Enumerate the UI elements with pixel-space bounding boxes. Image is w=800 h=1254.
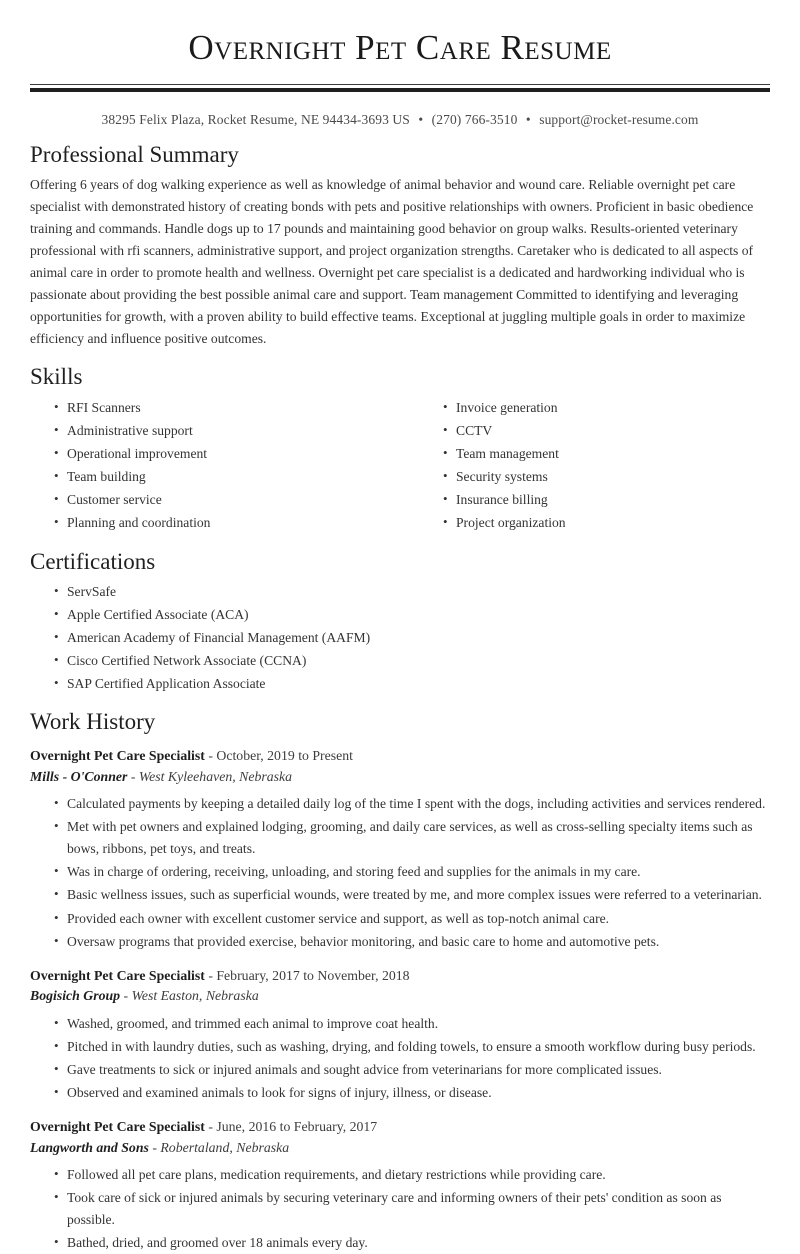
- job-location: West Easton, Nebraska: [131, 988, 259, 1004]
- list-item: • Basic wellness issues, such as superficial wounds, were treated by me, and more complex issues were referred to a veterinarian.: [54, 884, 770, 906]
- skills-columns: [30, 395, 770, 535]
- list-item: • Calculated payments by keeping a detailed daily log of the time I spent with the dogs, including activities and services rendered.: [54, 793, 770, 815]
- job-dash: -: [208, 1118, 213, 1134]
- list-item: • Bathed, dried, and groomed over 18 animals every day.: [54, 1232, 770, 1254]
- job-dash: -: [123, 988, 129, 1004]
- list-item: • Observed and examined animals to look for signs of injury, illness, or disease.: [54, 1082, 770, 1104]
- list-item: • Provided each owner with excellent customer service and support, as well as top-notch animal care.: [54, 908, 770, 930]
- list-item: • Operational improvement: [54, 443, 400, 465]
- list-item: • Team building: [54, 466, 400, 488]
- list-item: • Planning and coordination: [54, 512, 400, 534]
- job-title-line: [30, 966, 770, 987]
- contact-separator-1: •: [418, 111, 424, 127]
- job-dash: -: [208, 748, 213, 764]
- list-item: • American Academy of Financial Management (AAFM): [54, 627, 770, 649]
- job-dash: -: [152, 1139, 157, 1155]
- job-dates: June, 2016 to February, 2017: [216, 1118, 378, 1134]
- list-item: • Administrative support: [54, 420, 400, 442]
- skills-list-right: [419, 397, 770, 534]
- skills-column-right: [400, 395, 770, 535]
- certifications-list: [30, 581, 770, 695]
- skills-column-left: [30, 395, 400, 535]
- list-item: • Security systems: [443, 466, 770, 488]
- job-company-line: [30, 1138, 770, 1159]
- job-bullets: [30, 1013, 770, 1104]
- contact-line: [30, 112, 770, 128]
- section-certifications: [30, 548, 770, 695]
- job-dash: -: [130, 768, 136, 784]
- job-title-line: [30, 1117, 770, 1138]
- job-location: Robertaland, Nebraska: [160, 1139, 290, 1155]
- list-item: • Washed, groomed, and trimmed each animal to improve coat health.: [54, 1013, 770, 1035]
- contact-address: 38295 Felix Plaza, Rocket Resume, NE 94434-3693 US: [101, 111, 410, 127]
- list-item: • ServSafe: [54, 581, 770, 603]
- contact-separator-2: •: [525, 111, 531, 127]
- job-company: Langworth and Sons: [30, 1139, 149, 1155]
- work-history-entry: [30, 746, 770, 952]
- skills-list-left: [30, 397, 400, 534]
- section-heading-work-history: Work History: [30, 709, 156, 735]
- section-skills: [30, 363, 770, 536]
- work-history-entry: [30, 1117, 770, 1254]
- list-item: • Customer service: [54, 489, 400, 511]
- job-title: Overnight Pet Care Specialist: [30, 967, 205, 983]
- job-dates: October, 2019 to Present: [216, 748, 353, 764]
- list-item: • Team management: [443, 443, 770, 465]
- job-location: West Kyleehaven, Nebraska: [138, 768, 293, 784]
- contact-phone: (270) 766-3510: [431, 111, 518, 127]
- section-heading-skills: Skills: [30, 363, 83, 389]
- list-item: • Gave treatments to sick or injured animals and sought advice from veterinarians for more complicated issues.: [54, 1059, 770, 1081]
- job-dates: February, 2017 to November, 2018: [216, 967, 410, 983]
- list-item: • RFI Scanners: [54, 397, 400, 419]
- list-item: • Insurance billing: [443, 489, 770, 511]
- list-item: • Oversaw programs that provided exercise, behavior monitoring, and basic care to home and automotive pets.: [54, 931, 770, 953]
- list-item: • Took care of sick or injured animals by securing veterinary care and informing owners of their pets' condition as soon as possible.: [54, 1187, 770, 1231]
- job-bullets: [30, 793, 770, 952]
- list-item: • Met with pet owners and explained lodging, grooming, and daily care services, as well as cross-selling specialty items such as bows, ribbons, pet toys, and treats.: [54, 816, 770, 860]
- section-heading-certifications: Certifications: [30, 549, 156, 575]
- list-item: • SAP Certified Application Associate: [54, 673, 770, 695]
- job-bullets: [30, 1164, 770, 1254]
- job-company: Mills - O'Conner: [30, 768, 128, 784]
- section-work-history: [30, 708, 770, 1254]
- job-company-line: [30, 767, 770, 788]
- list-item: • Apple Certified Associate (ACA): [54, 604, 770, 626]
- list-item: • CCTV: [443, 420, 770, 442]
- list-item: • Invoice generation: [443, 397, 770, 419]
- job-title: Overnight Pet Care Specialist: [30, 1118, 205, 1134]
- work-history-entry: [30, 966, 770, 1104]
- contact-email: support@rocket-resume.com: [539, 111, 699, 127]
- list-item: • Pitched in with laundry duties, such as washing, drying, and folding towels, to ensure a smooth workflow during busy periods.: [54, 1036, 770, 1058]
- job-company-line: [30, 986, 770, 1007]
- list-item: • Project organization: [443, 512, 770, 534]
- job-dash: -: [208, 967, 213, 983]
- job-title: Overnight Pet Care Specialist: [30, 748, 205, 764]
- divider-rule-thick: [30, 88, 770, 92]
- job-title-line: [30, 746, 770, 767]
- list-item: • Was in charge of ordering, receiving, unloading, and storing feed and supplies for the animals in my care.: [54, 861, 770, 883]
- header-divider: [30, 84, 770, 92]
- summary-text: Offering 6 years of dog walking experience as well as knowledge of animal behavior and wound care. Reliable overnight pet care specialist with demonstrated history of creating bonds with pets and positive relationships with owners. Proficient in basic obedience training and commands. Handle dogs up to 17 pounds and maintaining good behavior on group walks. Results-oriented veterinary professional with rfi scanners, administrative support, and project organization strengths. Caretaker who is dedicated to all aspects of animal care in order to promote health and wellness. Overnight pet care specialist is a dedicated and hardworking individual who is passionate about providing the best possible animal care and support. Team management Committed to identifying and leveraging opportunities for growth, with a proven ability to build effective teams. Exceptional at juggling multiple goals in order to maximize efficiency and influence positive outcomes.: [30, 176, 754, 346]
- job-company: Bogisich Group: [30, 988, 121, 1004]
- resume-title: Overnight Pet Care Resume: [188, 28, 612, 67]
- list-item: • Cisco Certified Network Associate (CCNA): [54, 650, 770, 672]
- list-item: • Followed all pet care plans, medication requirements, and dietary restrictions while providing care.: [54, 1164, 770, 1186]
- section-professional-summary: [30, 141, 770, 350]
- section-heading-summary: Professional Summary: [30, 141, 239, 167]
